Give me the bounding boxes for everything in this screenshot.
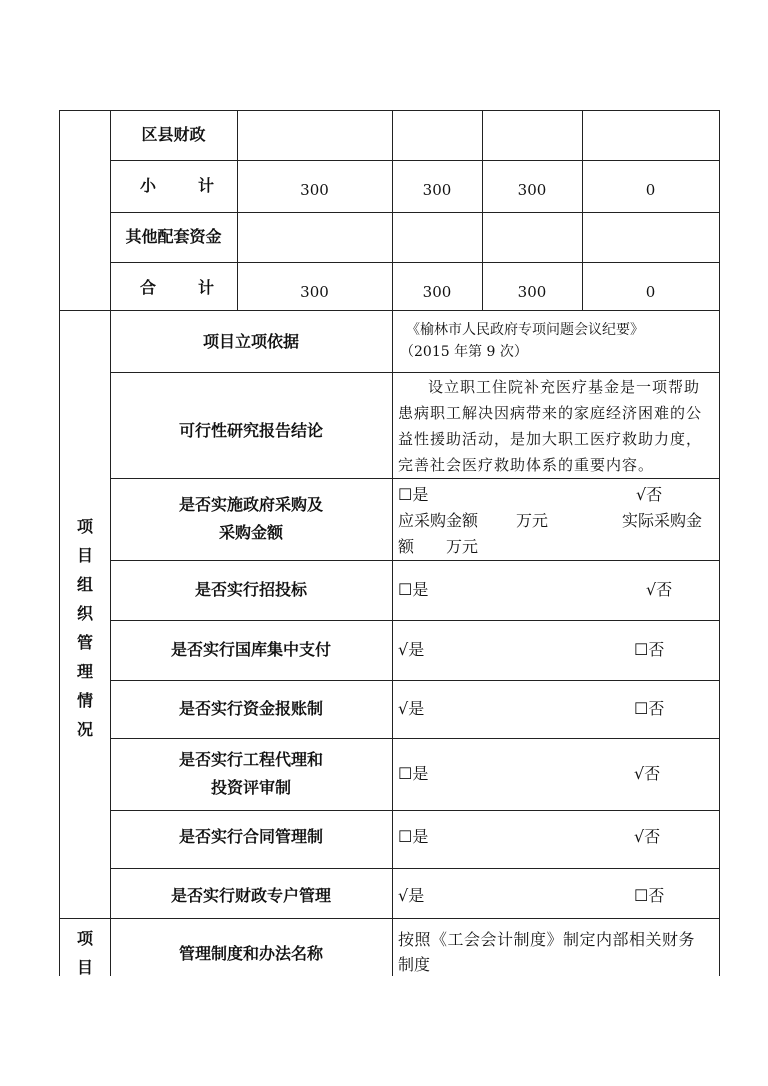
reimbursement-label: 是否实行资金报账制 — [178, 699, 323, 718]
grid-line — [110, 560, 720, 561]
engineering-label-2: 投资评审制 — [210, 778, 291, 797]
side-char: 管 — [76, 633, 93, 652]
grid-line — [110, 478, 720, 479]
contract-yes: ☐是 — [398, 827, 429, 846]
contract-no: √否 — [634, 827, 661, 846]
grid-line — [110, 212, 720, 213]
mgmt-text-line1: 按照《工会会计制度》制定内部相关财务 — [398, 930, 696, 949]
side-char: 项 — [76, 929, 93, 948]
row-label-subtotal-a: 小 — [140, 176, 157, 195]
grid-line — [110, 262, 720, 263]
procurement-no: √否 — [636, 485, 663, 504]
special-account-label: 是否实行财政专户管理 — [170, 886, 331, 905]
procurement-amount-label: 应采购金额 — [398, 511, 479, 530]
treasury-yes: √是 — [398, 640, 425, 659]
grid-line — [59, 110, 60, 976]
reimbursement-yes: √是 — [398, 699, 425, 718]
row-label-other-funds: 其他配套资金 — [125, 227, 222, 246]
side-char: 组 — [76, 575, 93, 594]
bidding-yes: ☐是 — [398, 580, 429, 599]
grid-line — [110, 372, 720, 373]
total-value-1: 300 — [300, 283, 329, 301]
grid-line — [110, 810, 720, 811]
contract-label: 是否实行合同管理制 — [178, 827, 323, 846]
treasury-no: ☐否 — [634, 640, 665, 659]
procurement-label-2: 采购金额 — [218, 523, 283, 542]
bidding-label: 是否实行招投标 — [194, 580, 307, 599]
engineering-no: √否 — [634, 764, 661, 783]
row-label-total-a: 合 — [140, 278, 157, 297]
total-value-2: 300 — [422, 283, 452, 301]
side-char: 目 — [76, 958, 93, 977]
basis-label: 项目立项依据 — [202, 332, 299, 351]
mgmt-side-label — [75, 924, 95, 982]
mgmt-label: 管理制度和办法名称 — [178, 944, 323, 963]
grid-line — [59, 918, 720, 919]
side-char: 织 — [76, 604, 93, 623]
subtotal-value-4: 0 — [645, 181, 656, 199]
feasibility-label: 可行性研究报告结论 — [178, 421, 323, 440]
total-value-3: 300 — [517, 283, 547, 301]
total-value-4: 0 — [645, 283, 656, 301]
grid-line — [59, 310, 720, 311]
subtotal-value-2: 300 — [422, 181, 452, 199]
engineering-label-1: 是否实行工程代理和 — [178, 750, 323, 769]
procurement-yes: ☐是 — [398, 485, 429, 504]
grid-line — [237, 110, 238, 310]
side-char: 理 — [76, 662, 93, 681]
procurement-actual-label: 实际采购金 — [622, 511, 703, 530]
procurement-amount-unit: 万元 — [516, 511, 549, 530]
grid-line — [110, 868, 720, 869]
grid-line — [719, 110, 720, 976]
subtotal-value-1: 300 — [300, 181, 329, 199]
org-side-label — [75, 512, 95, 744]
side-char: 项 — [76, 517, 93, 536]
grid-line — [392, 310, 393, 976]
grid-line — [110, 160, 720, 161]
basis-line1: 《榆林市人民政府专项问题会议纪要》 — [406, 322, 644, 338]
grid-line — [110, 680, 720, 681]
bidding-no: √否 — [646, 580, 673, 599]
feasibility-text: 设立职工住院补充医疗基金是一项帮助患病职工解决因病带来的家庭经济困难的公益性援助活动，是加大职工医疗救助力度，完善社会医疗救助体系的重要内容。 — [398, 378, 703, 474]
special-account-no: ☐否 — [634, 886, 665, 905]
side-char: 目 — [76, 546, 93, 565]
grid-line — [59, 110, 720, 111]
row-label-district-finance: 区县财政 — [141, 125, 206, 144]
side-char: 情 — [76, 691, 93, 710]
mgmt-text-line2: 制度 — [398, 955, 431, 974]
procurement-actual-label-cont: 额 — [398, 537, 415, 556]
grid-line — [110, 620, 720, 621]
grid-line — [582, 110, 583, 310]
side-char: 况 — [76, 720, 93, 739]
reimbursement-no: ☐否 — [634, 699, 665, 718]
row-label-subtotal-b: 计 — [198, 176, 215, 195]
basis-line2: （2015 年第 9 次） — [400, 344, 528, 360]
procurement-actual-unit: 万元 — [446, 537, 479, 556]
grid-line — [110, 738, 720, 739]
grid-line — [392, 110, 393, 310]
grid-line — [482, 110, 483, 310]
subtotal-value-3: 300 — [517, 181, 547, 199]
engineering-yes: ☐是 — [398, 764, 429, 783]
special-account-yes: √是 — [398, 886, 425, 905]
treasury-label: 是否实行国库集中支付 — [170, 640, 331, 659]
procurement-label-1: 是否实施政府采购及 — [178, 495, 323, 514]
row-label-total-b: 计 — [198, 278, 215, 297]
